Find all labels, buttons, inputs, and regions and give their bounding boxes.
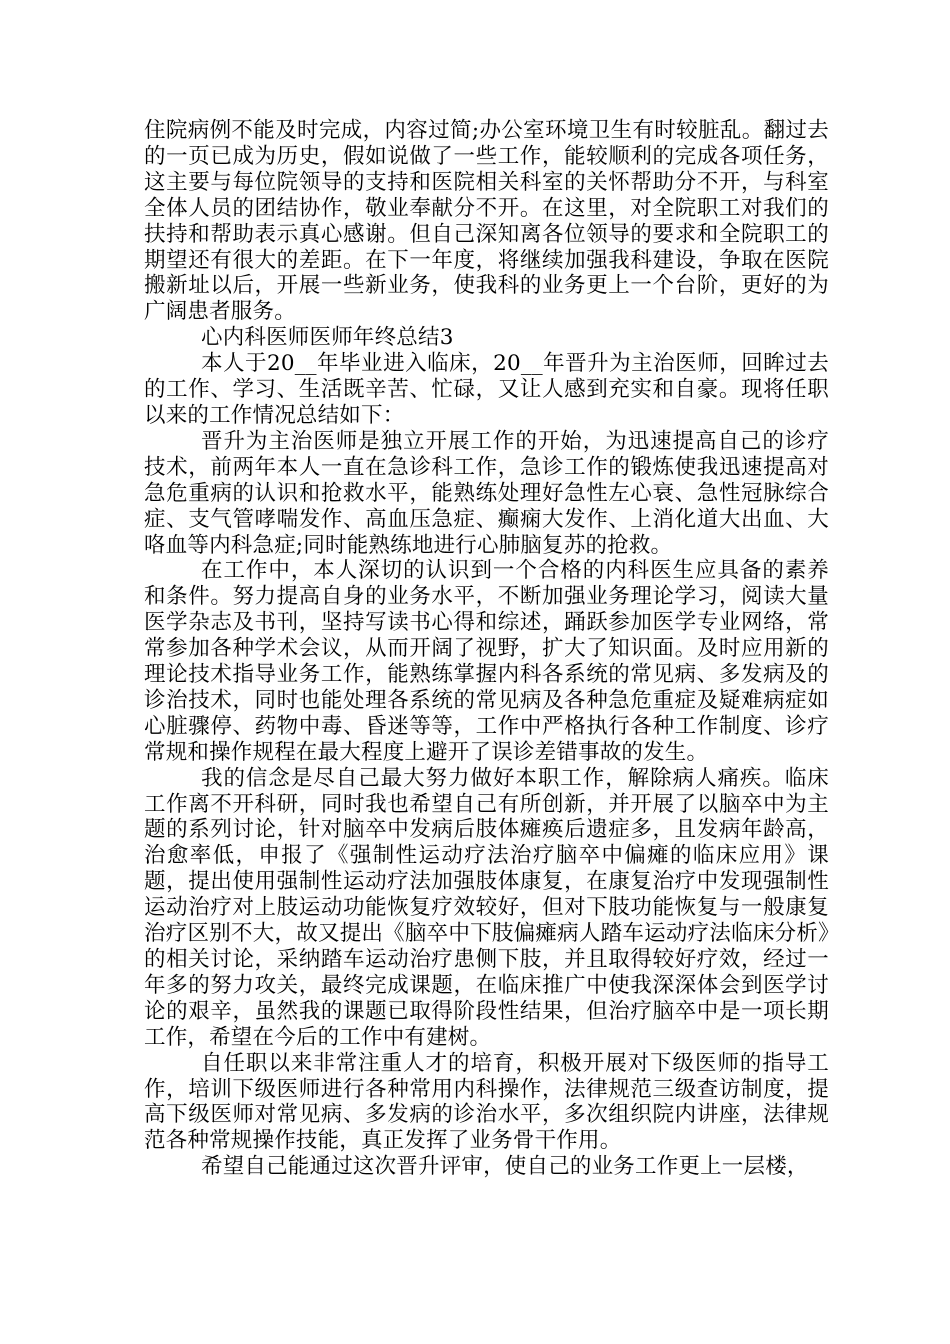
paragraph-training: 自任职以来非常注重人才的培育，积极开展对下级医师的指导工作，培训下级医师进行各种常用内科操作，法律规范三级查访制度，提高下级医师对常见病、多发病的诊治水平，多次组织院内讲座，法律规范各种常规操作技能，真正发挥了业务骨干作用。 [144,1050,829,1154]
document-page [144,118,829,1180]
section-heading: 心内科医师医师年终总结3 [201,325,454,351]
paragraph-hope: 希望自己能通过这次晋升评审，使自己的业务工作更上一层楼， [201,1154,809,1180]
paragraph-research: 我的信念是尽自己最大努力做好本职工作，解除病人痛疾。临床工作离不开科研，同时我也希望自己有所创新，并开展了以脑卒中为主题的系列讨论，针对脑卒中发病后肢体瘫痪后遗症多，且发病年龄高，治愈率低，申报了《强制性运动疗法治疗脑卒中偏瘫的临床应用》课题，提出使用强制性运动疗法加强肢体康复，在康复治疗中发现强制性运动治疗对上肢运动功能恢复疗效较好，但对下肢功能恢复与一般康复治疗区别不大，故又提出《脑卒中下肢偏瘫病人踏车运动疗法临床分析》的相关讨论，采纳踏车运动治疗患侧下肢，并且取得较好疗效，经过一年多的努力攻关，最终完成课题，在临床推广中使我深深体会到医学讨论的艰辛，虽然我的课题已取得阶段性结果，但治疗脑卒中是一项长期工作，希望在今后的工作中有建树。 [144,765,829,1050]
paragraph-emergency: 晋升为主治医师是独立开展工作的开始，为迅速提高自己的诊疗技术，前两年本人一直在急诊科工作，急诊工作的锻炼使我迅速提高对急危重病的认识和抢救水平，能熟练处理好急性左心衰、急性冠脉综合症、支气管哮喘发作、高血压急症、癫痫大发作、上消化道大出血、大咯血等内科急症;同时能熟练地进行心肺脑复苏的抢救。 [144,428,829,558]
paragraph-continuation: 住院病例不能及时完成，内容过简;办公室环境卫生有时较脏乱。翻过去的一页已成为历史，假如说做了一些工作，能较顺利的完成各项任务，这主要与每位院领导的支持和医院相关科室的关怀帮助分不开，与科室全体人员的团结协作，敬业奉献分不开。在这里，对全院职工对我们的扶持和帮助表示真心感谢。但自己深知离各位领导的要求和全院职工的期望还有很大的差距。在下一年度，将继续加强我科建设，争取在医院搬新址以后，开展一些新业务，使我科的业务更上一个台阶，更好的为广阔患者服务。 [144,118,829,325]
paragraph-intro: 本人于20__年毕业进入临床，20__年晋升为主治医师，回眸过去的工作、学习、生活既辛苦、忙碌，又让人感到充实和自豪。现将任职以来的工作情况总结如下： [144,351,829,428]
paragraph-study: 在工作中，本人深切的认识到一个合格的内科医生应具备的素养和条件。努力提高自身的业务水平，不断加强业务理论学习，阅读大量医学杂志及书刊，坚持写读书心得和综述，踊跃参加医学专业网络，常常参加各种学术会议，从而开阔了视野，扩大了知识面。及时应用新的理论技术指导业务工作，能熟练掌握内科各系统的常见病、多发病及的诊治技术，同时也能处理各系统的常见病及各种急危重症及疑难病症如心脏骤停、药物中毒、昏迷等等，工作中严格执行各种工作制度、诊疗常规和操作规程在最大程度上避开了误诊差错事故的发生。 [144,558,829,765]
